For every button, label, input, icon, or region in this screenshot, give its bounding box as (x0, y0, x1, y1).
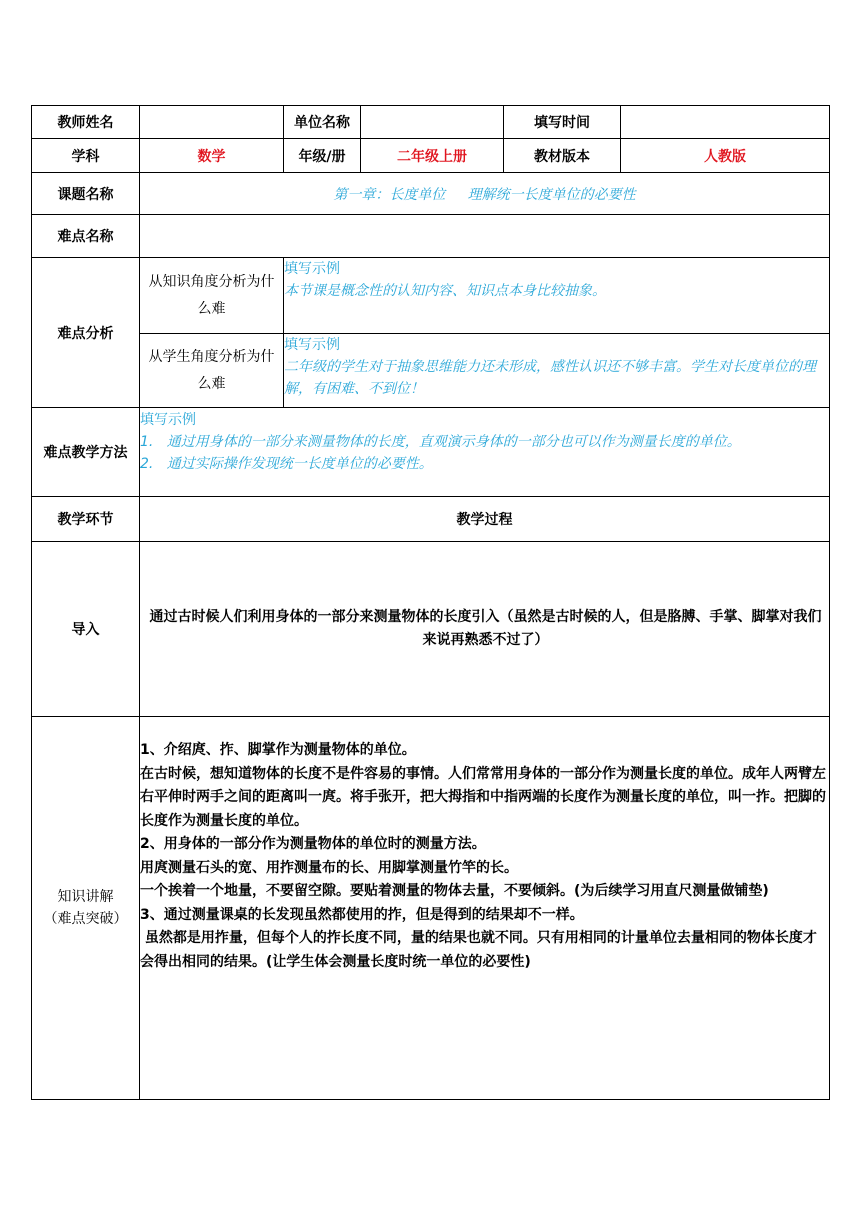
row-knowledge (32, 717, 830, 1100)
row-difficulty (32, 215, 830, 258)
knowledge-para-4: 用庹测量石头的宽、用拃测量布的长、用脚掌测量竹竿的长。 (140, 859, 518, 876)
method-cell (140, 408, 830, 497)
knowledge-body (140, 717, 830, 1100)
knowledge-para-2: 在古时候，想知道物体的长度不是件容易的事情。人们常常用身体的一部分作为测量长度的单位。成年人两臂左右平伸时两手之间的距离叫一庹。将手张开，把大拇指和中指两端的长度作为测量长度的单位，叫一拃。把脚的长度作为测量长度的单位。 (140, 765, 826, 829)
subject-label: 学科 (32, 139, 140, 173)
student-angle-label: 从学生角度分析为什么难 (140, 334, 284, 408)
method-hint: 填写示例 (140, 412, 196, 428)
textbook-value: 人教版 (621, 139, 830, 173)
process-header: 教学过程 (140, 497, 830, 542)
difficulty-field[interactable] (140, 215, 830, 258)
row-analysis-knowledge (32, 258, 830, 334)
knowledge-angle-label: 从知识角度分析为什么难 (140, 258, 284, 334)
student-text: 二年级的学生对于抽象思维能力还未形成，感性认识还不够丰富。学生对长度单位的理解，有困难、不到位！ (284, 359, 816, 397)
knowledge-para-5: 一个挨着一个地量，不要留空隙。要贴着测量的物体去量，不要倾斜。(为后续学习用直尺测量做铺垫) (140, 883, 769, 899)
analysis-label: 难点分析 (32, 258, 140, 408)
method-label: 难点教学方法 (32, 408, 140, 497)
topic-label: 课题名称 (32, 173, 140, 215)
method-item-2: 2. 通过实际操作发现统一长度单位的必要性。 (140, 456, 433, 472)
teacher-name-field[interactable] (140, 106, 284, 139)
knowledge-para-6: 3、通过测量课桌的长发现虽然都使用的拃，但是得到的结果却不一样。 (140, 906, 584, 923)
row-method (32, 408, 830, 497)
row-analysis-student (32, 334, 830, 408)
topic-value: 第一章：长度单位 理解统一长度单位的必要性 (140, 173, 830, 215)
grade-label: 年级/册 (284, 139, 361, 173)
subject-value: 数学 (140, 139, 284, 173)
difficulty-label: 难点名称 (32, 215, 140, 258)
method-item-1: 1. 通过用身体的一部分来测量物体的长度，直观演示身体的一部分也可以作为测量长度的单位。 (140, 434, 741, 450)
row-intro (32, 542, 830, 717)
knowledge-para-3: 2、用身体的一部分作为测量物体的单位时的测量方法。 (140, 836, 486, 852)
fill-time-label: 填写时间 (504, 106, 621, 139)
knowledge-hint: 填写示例 (284, 261, 340, 277)
grade-value: 二年级上册 (361, 139, 504, 173)
fill-time-field[interactable] (621, 106, 830, 139)
knowledge-para-1: 1、介绍庹、拃、脚掌作为测量物体的单位。 (140, 742, 416, 758)
student-hint: 填写示例 (284, 337, 340, 353)
row-process-header (32, 497, 830, 542)
textbook-label: 教材版本 (504, 139, 621, 173)
intro-text: 通过古时候人们利用身体的一部分来测量物体的长度引入（虽然是古时候的人，但是胳膊、手掌、脚掌对我们来说再熟悉不过了） (140, 542, 830, 717)
row-subject-info (32, 139, 830, 173)
knowledge-label-line1: 知识讲解 (57, 889, 114, 905)
student-angle-cell (284, 334, 830, 408)
lesson-plan-table (31, 105, 830, 1100)
knowledge-label-line2: （难点突破） (43, 911, 128, 927)
knowledge-para-7: 虽然都是用拃量，但每个人的拃长度不同，量的结果也就不同。只有用相同的计量单位去量相同的物体长度才会得出相同的结果。(让学生体会测量长度时统一单位的必要性) (140, 930, 817, 970)
row-topic (32, 173, 830, 215)
stage-header: 教学环节 (32, 497, 140, 542)
knowledge-angle-cell (284, 258, 830, 334)
teacher-name-label: 教师姓名 (32, 106, 140, 139)
knowledge-text: 本节课是概念性的认知内容、知识点本身比较抽象。 (284, 283, 606, 299)
unit-name-field[interactable] (361, 106, 504, 139)
row-teacher-info (32, 106, 830, 139)
unit-name-label: 单位名称 (284, 106, 361, 139)
intro-label: 导入 (32, 542, 140, 717)
knowledge-section-label (32, 717, 140, 1100)
